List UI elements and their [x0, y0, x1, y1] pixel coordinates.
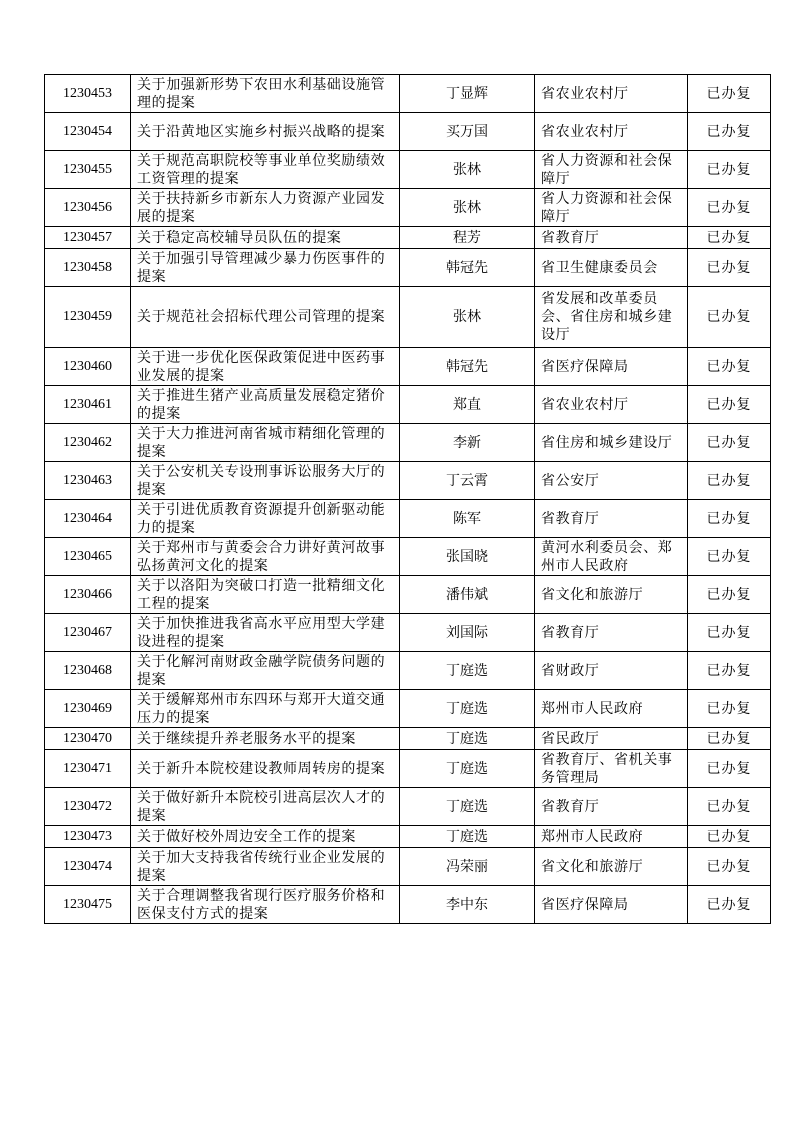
proposer-name: 程芳: [400, 227, 535, 249]
status-label: 已办复: [688, 348, 771, 386]
handling-department: 省民政厅: [535, 728, 688, 750]
table-row: [45, 424, 771, 462]
proposer-name: 丁云霄: [400, 462, 535, 500]
proposal-number: 1230462: [45, 424, 131, 462]
proposal-title: 关于缓解郑州市东四环与郑开大道交通压力的提案: [131, 690, 400, 728]
proposal-number: 1230471: [45, 750, 131, 788]
status-label: 已办复: [688, 249, 771, 287]
status-label: 已办复: [688, 576, 771, 614]
status-label: 已办复: [688, 189, 771, 227]
status-label: 已办复: [688, 788, 771, 826]
proposal-number: 1230474: [45, 848, 131, 886]
proposal-title: 关于引进优质教育资源提升创新驱动能力的提案: [131, 500, 400, 538]
proposal-table: [44, 74, 771, 924]
proposal-number: 1230461: [45, 386, 131, 424]
status-label: 已办复: [688, 287, 771, 348]
proposal-number: 1230465: [45, 538, 131, 576]
table-row: [45, 848, 771, 886]
proposal-number: 1230454: [45, 113, 131, 151]
proposal-title: 关于以洛阳为突破口打造一批精细文化工程的提案: [131, 576, 400, 614]
proposal-title: 关于合理调整我省现行医疗服务价格和医保支付方式的提案: [131, 886, 400, 924]
proposal-number: 1230468: [45, 652, 131, 690]
proposer-name: 冯荣丽: [400, 848, 535, 886]
handling-department: 省农业农村厅: [535, 113, 688, 151]
proposal-title: 关于进一步优化医保政策促进中医药事业发展的提案: [131, 348, 400, 386]
status-label: 已办复: [688, 750, 771, 788]
proposer-name: 韩冠先: [400, 348, 535, 386]
status-label: 已办复: [688, 75, 771, 113]
status-label: 已办复: [688, 386, 771, 424]
proposal-number: 1230475: [45, 886, 131, 924]
proposal-title: 关于公安机关专设刑事诉讼服务大厅的提案: [131, 462, 400, 500]
proposal-title: 关于做好新升本院校引进高层次人才的提案: [131, 788, 400, 826]
handling-department: 省农业农村厅: [535, 75, 688, 113]
handling-department: 省文化和旅游厅: [535, 576, 688, 614]
proposal-title: 关于做好校外周边安全工作的提案: [131, 826, 400, 848]
table-row: [45, 538, 771, 576]
handling-department: 省人力资源和社会保障厅: [535, 151, 688, 189]
table-row: [45, 500, 771, 538]
proposal-number: 1230455: [45, 151, 131, 189]
proposer-name: 丁庭选: [400, 690, 535, 728]
proposal-title: 关于加强引导管理减少暴力伤医事件的提案: [131, 249, 400, 287]
proposer-name: 李新: [400, 424, 535, 462]
proposal-title: 关于加大支持我省传统行业企业发展的提案: [131, 848, 400, 886]
table-row: [45, 826, 771, 848]
status-label: 已办复: [688, 462, 771, 500]
handling-department: 郑州市人民政府: [535, 826, 688, 848]
proposer-name: 郑直: [400, 386, 535, 424]
handling-department: 省医疗保障局: [535, 886, 688, 924]
table-row: [45, 386, 771, 424]
table-row: [45, 249, 771, 287]
table-row: [45, 886, 771, 924]
status-label: 已办复: [688, 113, 771, 151]
table-row: [45, 462, 771, 500]
status-label: 已办复: [688, 652, 771, 690]
proposal-title: 关于加强新形势下农田水利基础设施管理的提案: [131, 75, 400, 113]
proposal-number: 1230473: [45, 826, 131, 848]
proposal-number: 1230460: [45, 348, 131, 386]
status-label: 已办复: [688, 424, 771, 462]
table-row: [45, 788, 771, 826]
proposer-name: 丁庭选: [400, 788, 535, 826]
table-row: [45, 690, 771, 728]
proposer-name: 丁庭选: [400, 728, 535, 750]
handling-department: 省教育厅: [535, 227, 688, 249]
handling-department: 省住房和城乡建设厅: [535, 424, 688, 462]
table-row: [45, 728, 771, 750]
status-label: 已办复: [688, 728, 771, 750]
status-label: 已办复: [688, 848, 771, 886]
table-row: [45, 348, 771, 386]
proposal-title: 关于新升本院校建设教师周转房的提案: [131, 750, 400, 788]
proposal-number: 1230472: [45, 788, 131, 826]
table-row: [45, 652, 771, 690]
proposal-title: 关于规范高职院校等事业单位奖励绩效工资管理的提案: [131, 151, 400, 189]
table-row: [45, 576, 771, 614]
proposal-title: 关于扶持新乡市新东人力资源产业园发展的提案: [131, 189, 400, 227]
proposer-name: 张国晓: [400, 538, 535, 576]
handling-department: 省公安厅: [535, 462, 688, 500]
proposal-title: 关于郑州市与黄委会合力讲好黄河故事弘扬黄河文化的提案: [131, 538, 400, 576]
table-row: [45, 750, 771, 788]
proposal-number: 1230470: [45, 728, 131, 750]
handling-department: 省农业农村厅: [535, 386, 688, 424]
proposer-name: 潘伟斌: [400, 576, 535, 614]
proposal-number: 1230466: [45, 576, 131, 614]
proposal-table-body: [45, 75, 771, 924]
proposal-title: 关于推进生猪产业高质量发展稳定猪价的提案: [131, 386, 400, 424]
proposal-number: 1230457: [45, 227, 131, 249]
table-row: [45, 227, 771, 249]
handling-department: 省发展和改革委员会、省住房和城乡建设厅: [535, 287, 688, 348]
handling-department: 省文化和旅游厅: [535, 848, 688, 886]
proposal-title: 关于规范社会招标代理公司管理的提案: [131, 287, 400, 348]
proposer-name: 张林: [400, 287, 535, 348]
proposal-number: 1230469: [45, 690, 131, 728]
proposal-number: 1230453: [45, 75, 131, 113]
proposer-name: 买万国: [400, 113, 535, 151]
status-label: 已办复: [688, 538, 771, 576]
handling-department: 黄河水利委员会、郑州市人民政府: [535, 538, 688, 576]
handling-department: 省教育厅: [535, 614, 688, 652]
proposal-title: 关于继续提升养老服务水平的提案: [131, 728, 400, 750]
proposal-title: 关于化解河南财政金融学院债务问题的提案: [131, 652, 400, 690]
proposal-number: 1230456: [45, 189, 131, 227]
proposer-name: 陈军: [400, 500, 535, 538]
status-label: 已办复: [688, 690, 771, 728]
proposer-name: 丁庭选: [400, 750, 535, 788]
status-label: 已办复: [688, 826, 771, 848]
proposer-name: 丁显辉: [400, 75, 535, 113]
table-row: [45, 151, 771, 189]
status-label: 已办复: [688, 614, 771, 652]
handling-department: 省卫生健康委员会: [535, 249, 688, 287]
handling-department: 省财政厅: [535, 652, 688, 690]
proposer-name: 李中东: [400, 886, 535, 924]
status-label: 已办复: [688, 500, 771, 538]
proposer-name: 张林: [400, 189, 535, 227]
proposer-name: 韩冠先: [400, 249, 535, 287]
handling-department: 省教育厅、省机关事务管理局: [535, 750, 688, 788]
proposer-name: 丁庭选: [400, 652, 535, 690]
table-row: [45, 113, 771, 151]
proposal-number: 1230458: [45, 249, 131, 287]
proposer-name: 张林: [400, 151, 535, 189]
handling-department: 省教育厅: [535, 788, 688, 826]
proposal-number: 1230464: [45, 500, 131, 538]
proposal-number: 1230463: [45, 462, 131, 500]
status-label: 已办复: [688, 886, 771, 924]
proposer-name: 丁庭选: [400, 826, 535, 848]
table-row: [45, 75, 771, 113]
status-label: 已办复: [688, 227, 771, 249]
proposer-name: 刘国际: [400, 614, 535, 652]
proposal-title: 关于大力推进河南省城市精细化管理的提案: [131, 424, 400, 462]
handling-department: 郑州市人民政府: [535, 690, 688, 728]
proposal-title: 关于稳定高校辅导员队伍的提案: [131, 227, 400, 249]
proposal-title: 关于加快推进我省高水平应用型大学建设进程的提案: [131, 614, 400, 652]
proposal-number: 1230467: [45, 614, 131, 652]
handling-department: 省人力资源和社会保障厅: [535, 189, 688, 227]
handling-department: 省医疗保障局: [535, 348, 688, 386]
table-row: [45, 287, 771, 348]
table-row: [45, 614, 771, 652]
proposal-title: 关于沿黄地区实施乡村振兴战略的提案: [131, 113, 400, 151]
handling-department: 省教育厅: [535, 500, 688, 538]
proposal-number: 1230459: [45, 287, 131, 348]
table-row: [45, 189, 771, 227]
status-label: 已办复: [688, 151, 771, 189]
